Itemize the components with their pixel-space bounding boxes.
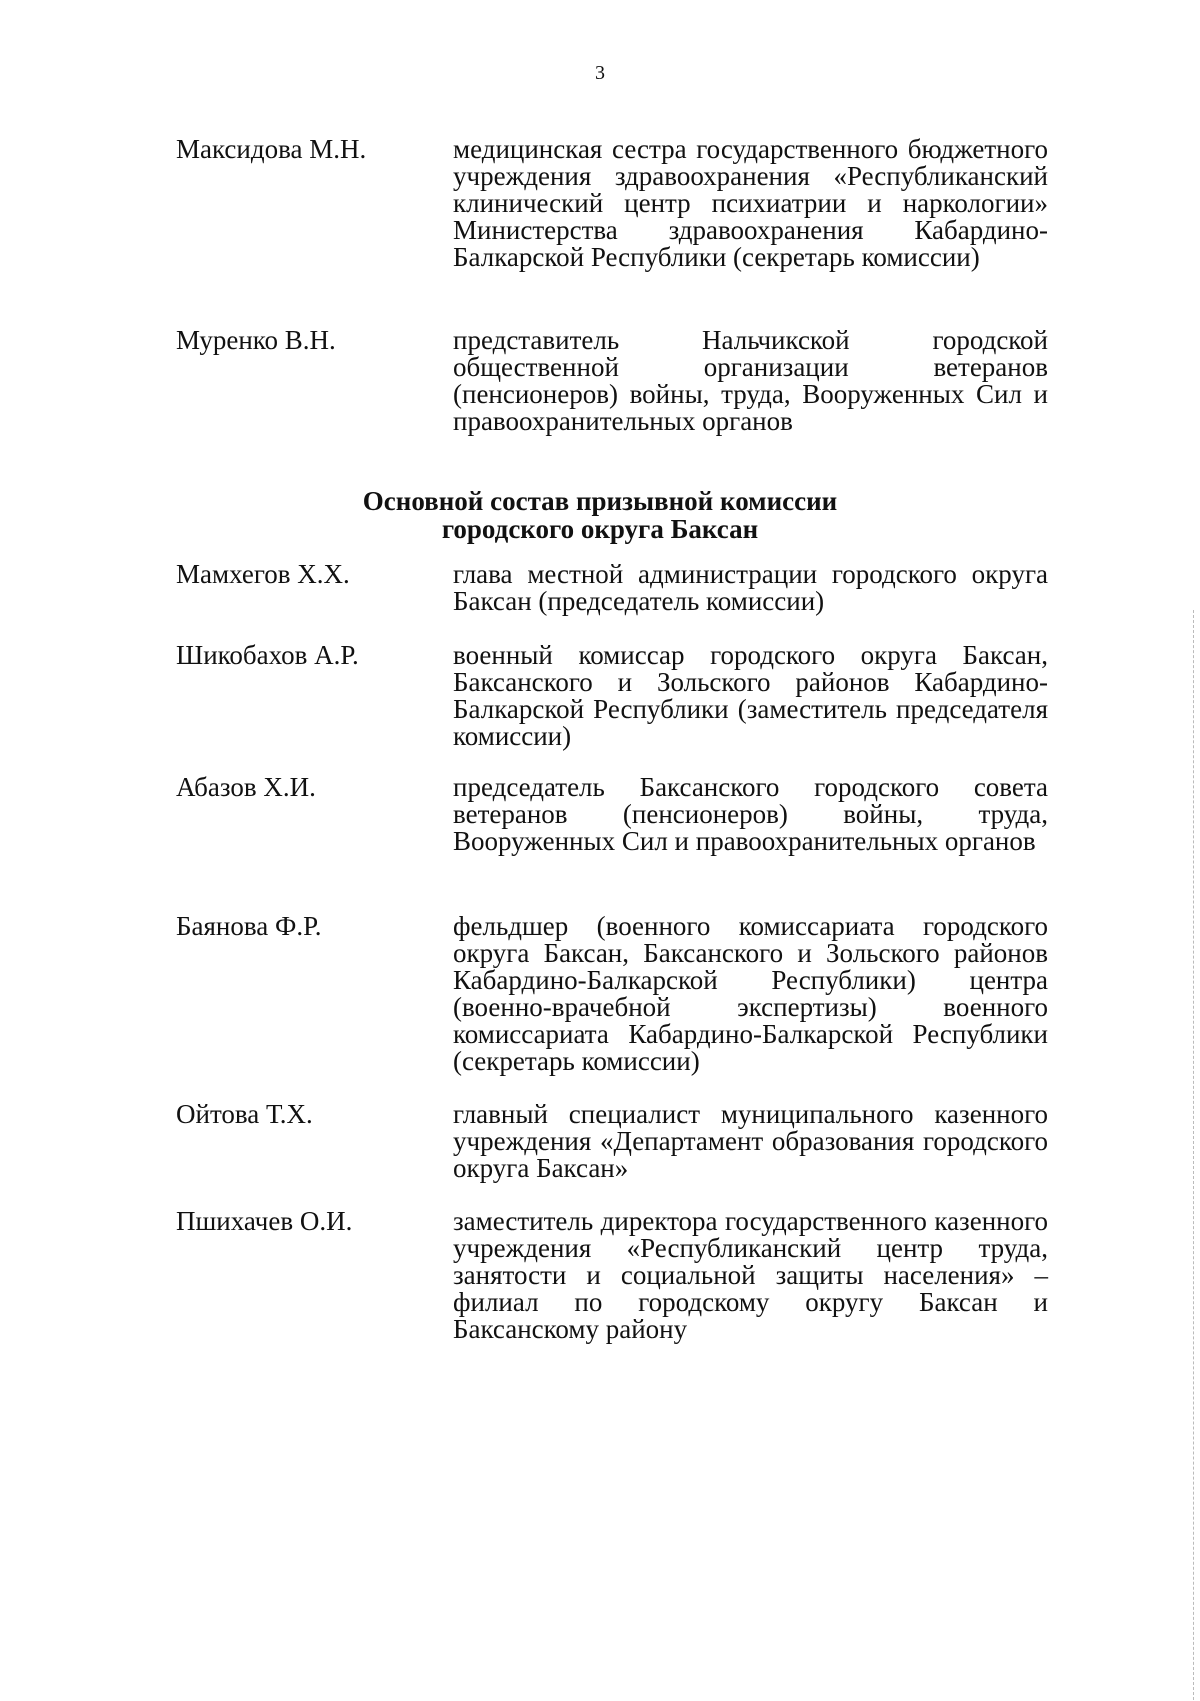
section-heading-line: Основной состав призывной комиссии [362, 486, 838, 516]
member-role: главный специалист муниципального казенного учреждения «Департамент образования городского округа Баксан» [453, 1099, 1048, 1183]
member-role: фельдшер (военного комиссариата городского округа Баксан, Баксанского и Зольского районов Кабардино-Балкарской Республики) центра (военно-врачебной экспертизы) военного комиссариата Кабардино-Балкарской Республики (секретарь комиссии) [453, 911, 1048, 1076]
member-name: Мамхегов Х.Х. [176, 559, 350, 589]
scan-margin-mark [1192, 610, 1194, 1700]
section-heading [0, 487, 1200, 543]
member-role: представитель Нальчикской городской общественной организации ветеранов (пенсионеров) войны, труда, Вооруженных Сил и правоохранительных органов [453, 325, 1048, 436]
member-name: Баянова Ф.Р. [176, 911, 322, 941]
member-name: Максидова М.Н. [176, 134, 367, 164]
member-role: заместитель директора государственного казенного учреждения «Республиканский центр труда, занятости и социальной защиты населения» – филиал по городскому округу Баксан и Баксанскому району [453, 1206, 1048, 1344]
member-name: Шикобахов А.Р. [176, 640, 359, 670]
section-heading-line: городского округа Баксан [441, 514, 759, 544]
member-name: Муренко В.Н. [176, 325, 336, 355]
member-name: Пшихачев О.И. [176, 1206, 353, 1236]
member-role: медицинская сестра государственного бюджетного учреждения здравоохранения «Республиканский клинический центр психиатрии и наркологии» Министерства здравоохранения Кабардино-Балкарской Республики (секретарь комиссии) [453, 134, 1048, 272]
member-role: председатель Баксанского городского совета ветеранов (пенсионеров) войны, труда, Вооруженных Сил и правоохранительных органов [453, 772, 1048, 856]
member-name: Абазов Х.И. [176, 772, 316, 802]
page-number: 3 [595, 62, 605, 84]
member-name: Ойтова Т.Х. [176, 1099, 313, 1129]
member-role: военный комиссар городского округа Баксан, Баксанского и Зольского районов Кабардино-Балкарской Республики (заместитель председателя комиссии) [453, 640, 1048, 751]
member-role: глава местной администрации городского округа Баксан (председатель комиссии) [453, 559, 1048, 616]
